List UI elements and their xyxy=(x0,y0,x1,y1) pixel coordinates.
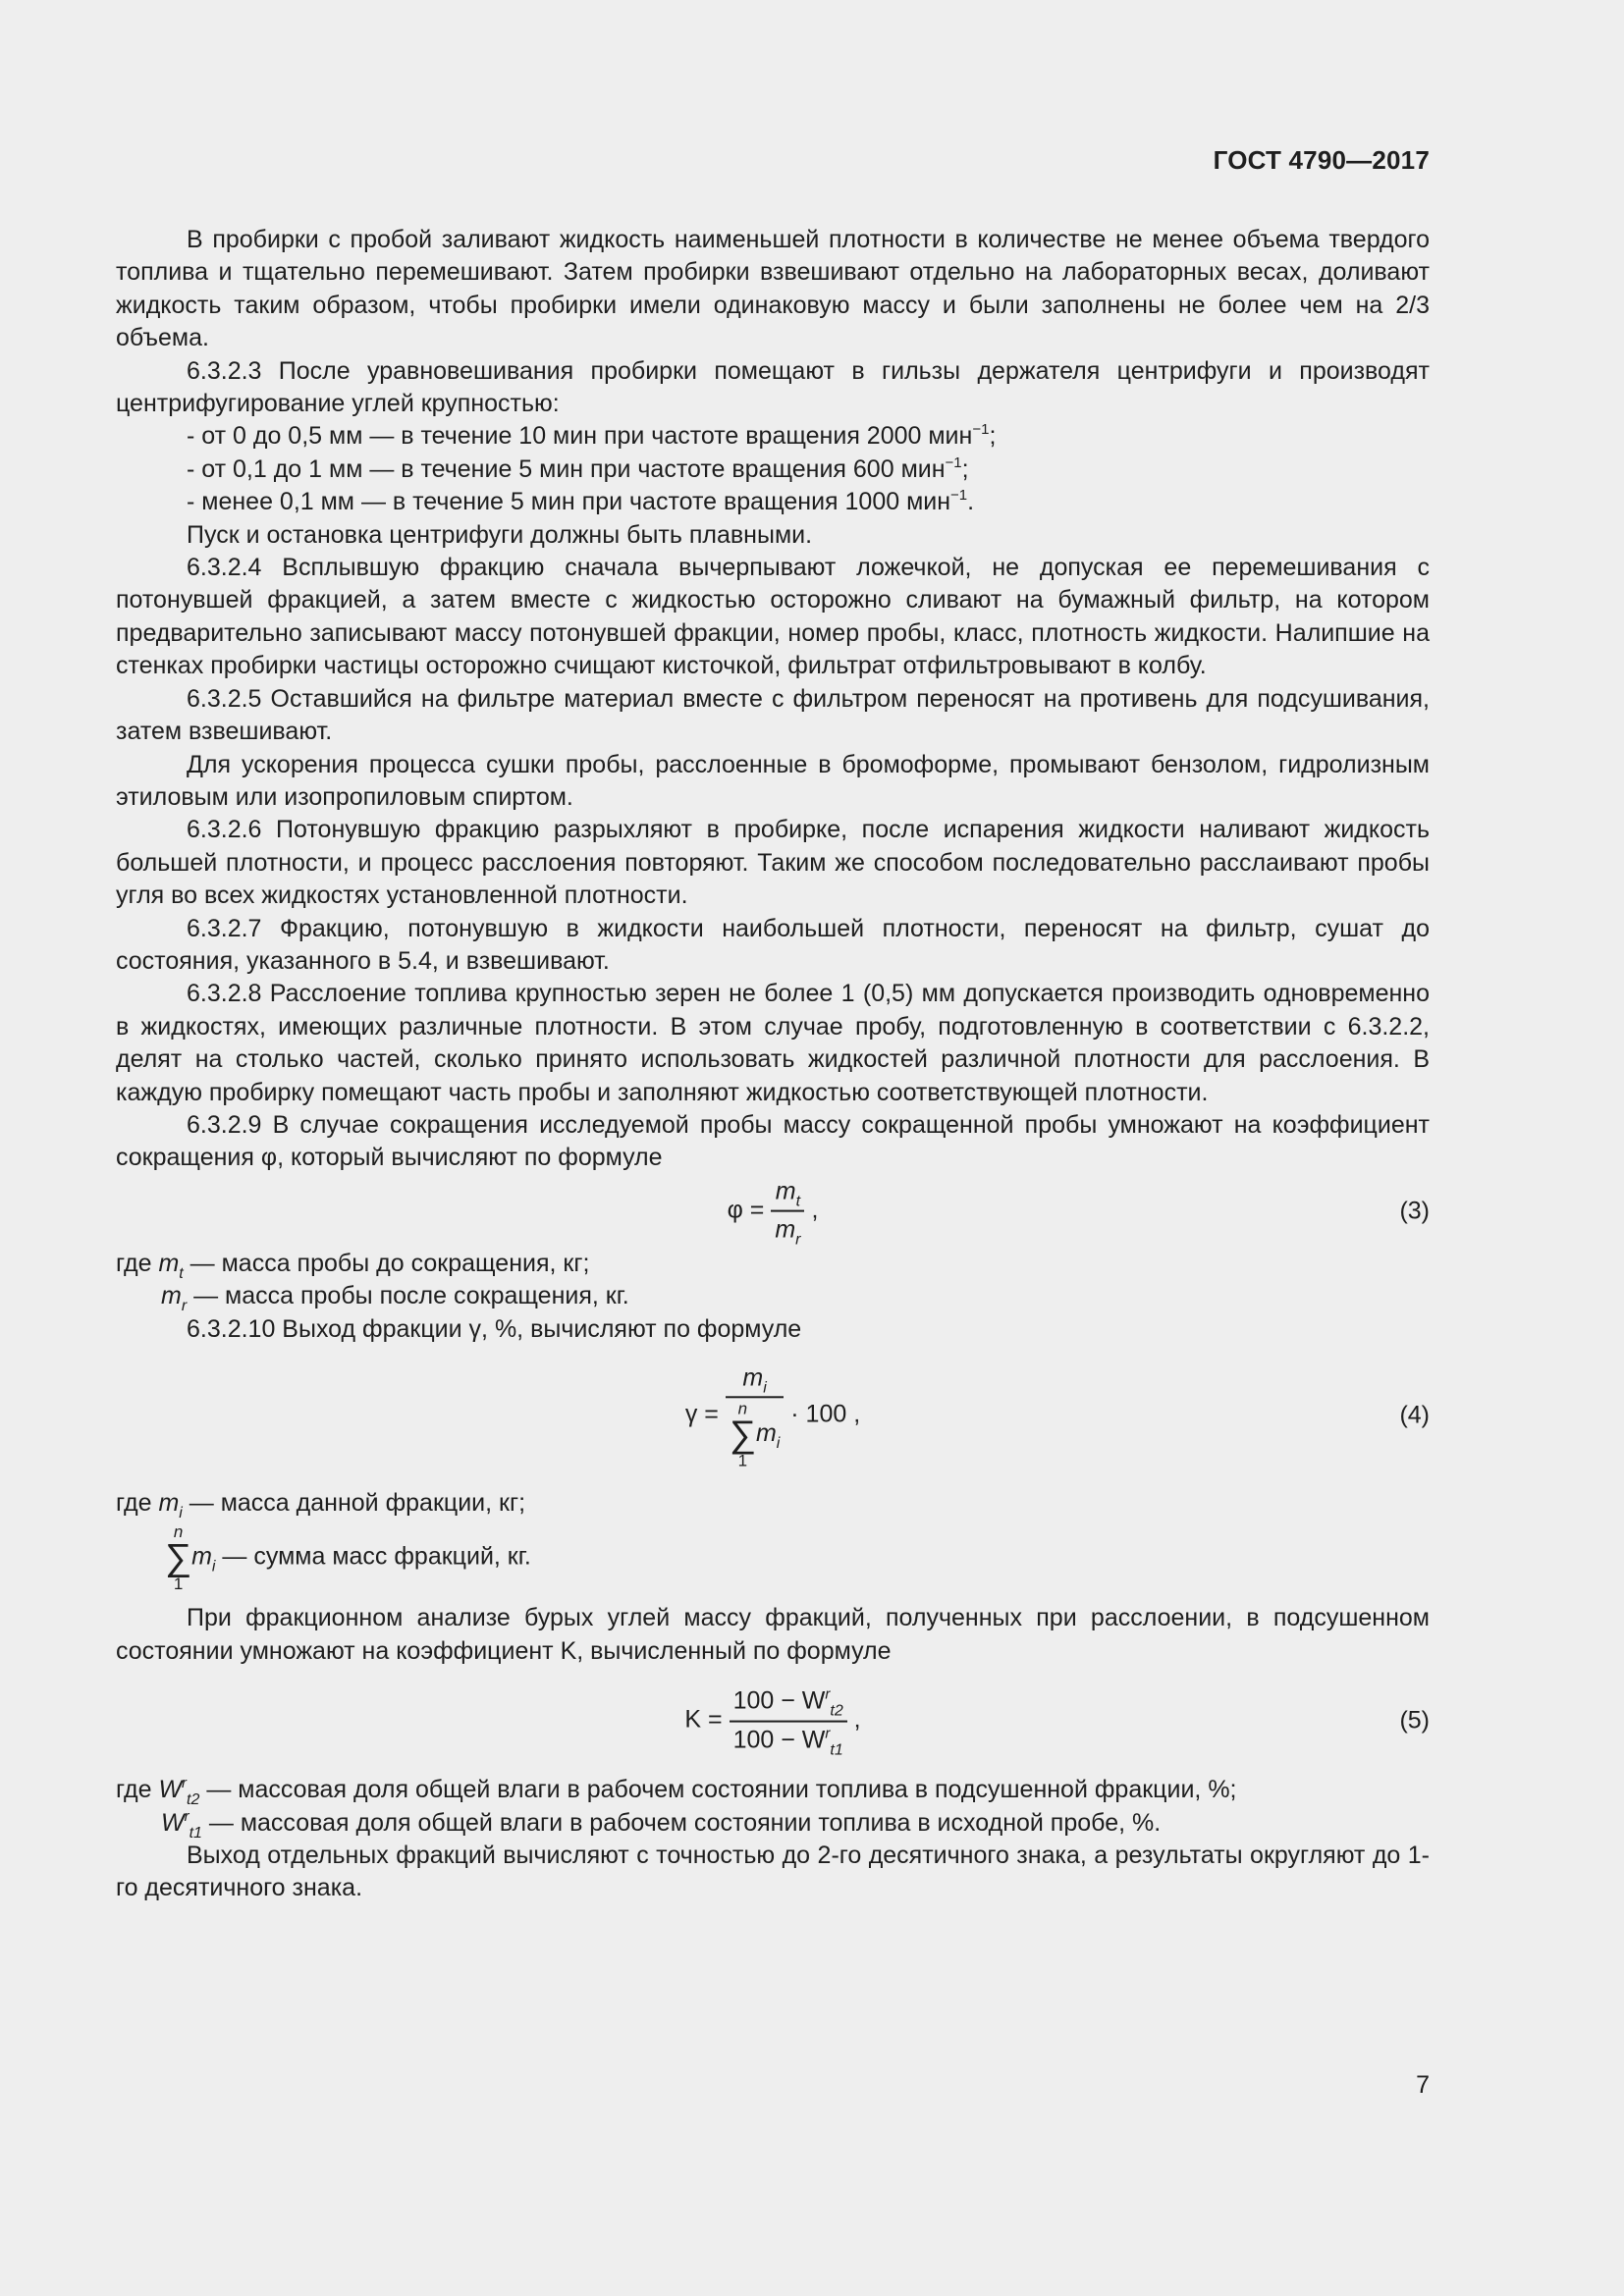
paragraph: При фракционном анализе бурых углей массу фракций, полученных при расслоении, в подсушенном состоянии умножают на коэффициент K, вычисленный по формуле xyxy=(116,1604,1430,1665)
document-body xyxy=(116,224,1430,1905)
list-item: - от 0 до 0,5 мм — в течение 10 мин при частоте вращения 2000 мин$^{-1}$; xyxy=(187,421,997,451)
where-line: n ∑ 1 $m_i$ — сумма масс фракций, кг. xyxy=(165,1522,531,1594)
paragraph: 6.3.2.4 Всплывшую фракцию сначала вычерпывают ложечкой, не допуская ее перемешивания с потонувшей фракцией, а затем вместе с жидкостью осторожно сливают на бумажный фильтр, на котором предварительно записывают массу потонувшей фракции, номер пробы, класс, плотность жидкости. Налипшие на стенках пробирки частицы осторожно счищают кисточкой, фильтрат отфильтровывают в колбу. xyxy=(116,554,1430,680)
sum-symbol: n ∑ 1 xyxy=(165,1522,192,1594)
equation-number: (5) xyxy=(1399,1706,1430,1735)
page-number: 7 xyxy=(1416,2071,1430,2099)
formula-4: γ = $m_i$ n ∑ 1 $m_i$ · 100 , (4) xyxy=(684,1363,1430,1470)
paragraph: 6.3.2.3 После уравновешивания пробирки помещают в гильзы держателя центрифуги и производят центрифугирование углей крупностью: xyxy=(116,356,1430,418)
formula-5: K = $\frac{100 - W^r_{t2}}{100 - W^r_{t1}}$ , (5) xyxy=(684,1685,1430,1759)
list-item: - менее 0,1 мм — в течение 5 мин при частоте вращения 1000 мин$^{-1}$. xyxy=(187,487,975,516)
fraction: $\frac{100 - W^r_{t2}}{100 - W^r_{t1}}$ xyxy=(730,1685,847,1757)
paragraph: Для ускорения процесса сушки пробы, расслоенные в бромоформе, промывают бензолом, гидролизным этиловым или изопропиловым спиртом. xyxy=(116,750,1430,811)
where-line: $W^r_{t1}$ — массовая доля общей влаги в рабочем состоянии топлива в исходной пробе, %. xyxy=(161,1807,1162,1842)
formula-3: φ = $\frac{m_t}{m_r}$ , (3) xyxy=(727,1177,1430,1249)
equation-number: (4) xyxy=(1399,1401,1430,1429)
fraction: $m_i$ n ∑ 1 $m_i$ xyxy=(726,1362,784,1468)
where-line: где $m_t$ — масса пробы до сокращения, кг; xyxy=(116,1249,590,1282)
paragraph: Пуск и остановка центрифуги должны быть плавными. xyxy=(187,520,813,549)
paragraph: В пробирки с пробой заливают жидкость наименьшей плотности в количестве не менее объема твердого топлива и тщательно перемешивают. Затем пробирки взвешивают отдельно на лабораторных весах, доливают жидкость таким образом, чтобы пробирки имели одинаковую массу и были заполнены не более чем на 2/3 объема. xyxy=(116,226,1430,352)
paragraph: 6.3.2.7 Фракцию, потонувшую в жидкости наибольшей плотности, переносят на фильтр, сушат до состояния, указанного в 5.4, и взвешивают. xyxy=(116,914,1430,975)
paragraph: 6.3.2.5 Оставшийся на фильтре материал вместе с фильтром переносят на противень для подсушивания, затем взвешивают. xyxy=(116,684,1430,746)
document-header: ГОСТ 4790—2017 xyxy=(1213,145,1430,175)
equation-number: (3) xyxy=(1399,1197,1430,1225)
paragraph: 6.3.2.6 Потонувшую фракцию разрыхляют в пробирке, после испарения жидкости наливают жидкость большей плотности, и процесс расслоения повторяют. Таким же способом последовательно расслаивают пробы угля во всех жидкостях установленной плотности. xyxy=(116,816,1430,910)
where-line: $m_r$ — масса пробы после сокращения, кг. xyxy=(161,1282,629,1315)
sum-symbol: n ∑ 1 xyxy=(729,1399,756,1470)
paragraph: 6.3.2.10 Выход фракции γ, %, вычисляют по формуле xyxy=(187,1314,802,1343)
list-item: - от 0,1 до 1 мм — в течение 5 мин при частоте вращения 600 мин$^{-1}$; xyxy=(187,454,969,483)
paragraph: Выход отдельных фракций вычисляют с точностью до 2-го десятичного знака, а результаты округляют до 1-го десятичного знака. xyxy=(116,1842,1430,1902)
fraction: $\frac{m_t}{m_r}$ xyxy=(771,1175,804,1247)
paragraph: 6.3.2.8 Расслоение топлива крупностью зерен не более 1 (0,5) мм допускается производить одновременно в жидкостях, имеющих различные плотности. В этом случае пробу, подготовленную в соответствии с 6.3.2.2, делят на столько частей, сколько принято использовать жидкостей различной плотности для расслоения. В каждую пробирку помещают часть пробы и заполняют жидкостью соответствующей плотности. xyxy=(116,980,1430,1106)
paragraph: 6.3.2.9 В случае сокращения исследуемой пробы массу сокращенной пробы умножают на коэффициент сокращения φ, который вычисляют по формуле xyxy=(116,1110,1430,1172)
where-line: где $m_i$ — масса данной фракции, кг; xyxy=(116,1489,526,1522)
where-line: где $W^r_{t2}$ — массовая доля общей влаги в рабочем состоянии топлива в подсушенной фракции, %; xyxy=(116,1775,1237,1809)
